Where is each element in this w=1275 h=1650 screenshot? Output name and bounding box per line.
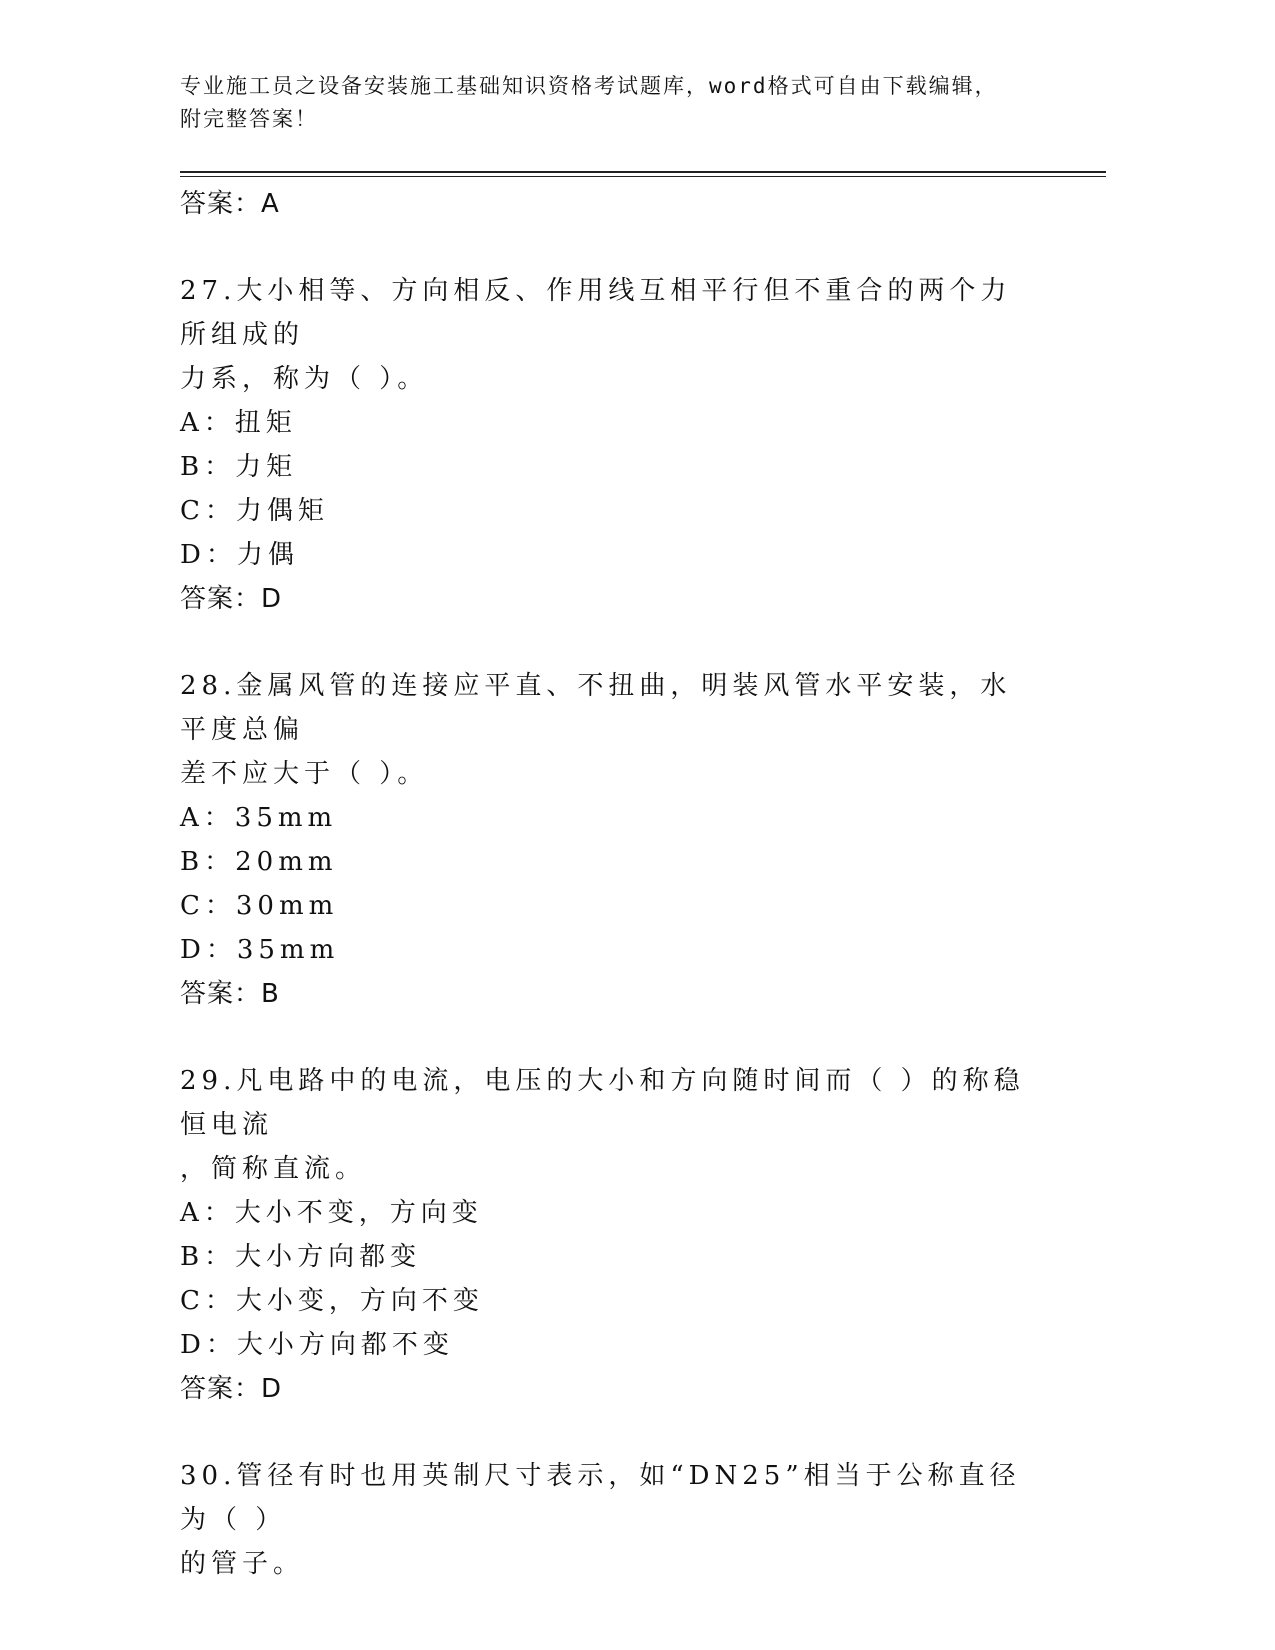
question-stem-line: ，简称直流。 xyxy=(180,1154,367,1184)
question-stem-line: 27.大小相等、方向相反、作用线互相平行但不重合的两个力所组成的 xyxy=(180,276,1012,350)
option-a: A：扭矩 xyxy=(180,408,297,438)
option-c: C：30mm xyxy=(180,891,339,921)
question-stem-line: 29.凡电路中的电流，电压的大小和方向随时间而（ ）的称稳恒电流 xyxy=(180,1066,1025,1140)
question-stem-line: 28.金属风管的连接应平直、不扭曲，明装风管水平安装，水平度总偏 xyxy=(180,671,1012,745)
option-a: A：大小不变，方向变 xyxy=(180,1198,483,1228)
header-line-1: 专业施工员之设备安装施工基础知识资格考试题库，word格式可自由下载编辑， xyxy=(180,74,998,98)
option-b: B：大小方向都变 xyxy=(180,1242,422,1272)
question-28 xyxy=(180,664,1040,1016)
question-list xyxy=(180,182,1040,1586)
question-stem-line: 力系，称为（ ）。 xyxy=(180,364,429,394)
answer-line: 答案：A xyxy=(180,189,280,219)
option-b: B：力矩 xyxy=(180,452,298,482)
answer-line: 答案：D xyxy=(180,584,283,614)
question-stem-line: 差不应大于（ ）。 xyxy=(180,759,429,789)
option-d: D：力偶 xyxy=(180,540,299,570)
question-27 xyxy=(180,269,1040,621)
question-29 xyxy=(180,1059,1040,1411)
document-header xyxy=(180,70,1110,136)
option-a: A：35mm xyxy=(180,803,338,833)
option-c: C：大小变，方向不变 xyxy=(180,1286,484,1316)
header-rule-thick xyxy=(180,171,1106,173)
option-d: D：大小方向都不变 xyxy=(180,1330,454,1360)
option-d: D：35mm xyxy=(180,935,340,965)
question-stem-line: 的管子。 xyxy=(180,1549,305,1579)
header-line-2: 附完整答案！ xyxy=(180,107,318,131)
option-b: B：20mm xyxy=(180,847,338,877)
header-rule-thin xyxy=(180,176,1106,177)
question-stem-line: 30.管径有时也用英制尺寸表示，如“DN25”相当于公称直径为（ ） xyxy=(180,1461,1021,1535)
question-30 xyxy=(180,1454,1040,1586)
answer-line: 答案：D xyxy=(180,1374,283,1404)
option-c: C：力偶矩 xyxy=(180,496,329,526)
answer-line: 答案：B xyxy=(180,979,280,1009)
